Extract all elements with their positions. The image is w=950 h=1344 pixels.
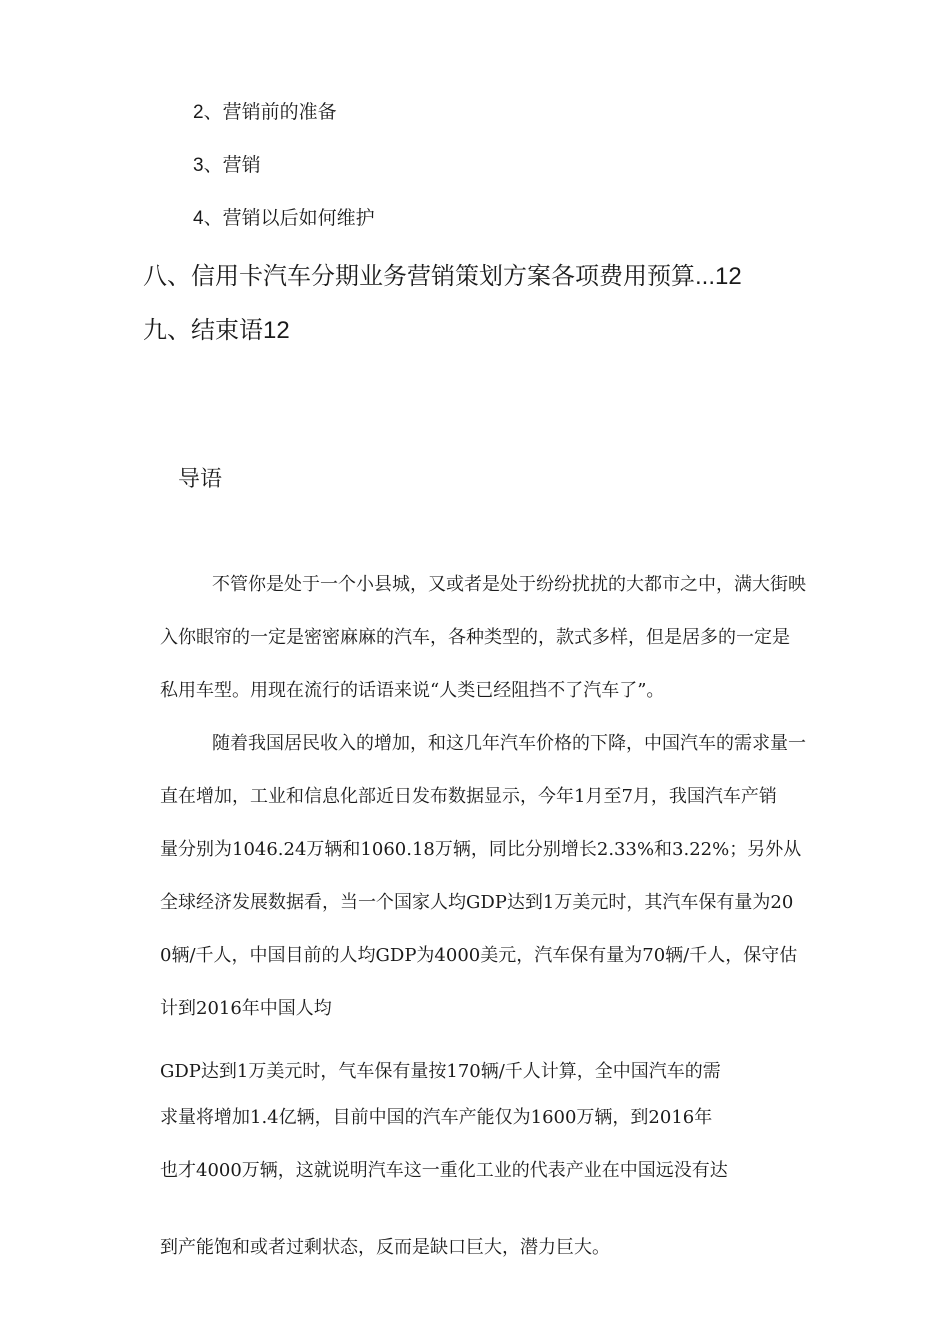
toc-item-3: 3、营销 — [193, 155, 261, 176]
paragraph-3-line: 到产能饱和或者过剩状态，反而是缺口巨大，潜力巨大。 — [160, 1237, 610, 1258]
paragraph-2-line: 0辆/千人，中国目前的人均GDP为4000美元，汽车保有量为70辆/千人，保守估 — [160, 945, 798, 966]
paragraph-2-line: 计到2016年中国人均 — [160, 998, 332, 1019]
toc-item-chapter-9: 九、结束语12 — [143, 317, 290, 344]
paragraph-1-line: 私用车型。用现在流行的话语来说“人类已经阻挡不了汽车了”。 — [160, 680, 665, 701]
paragraph-3-line: GDP达到1万美元时，气车保有量按170辆/千人计算，全中国汽车的需 — [160, 1061, 721, 1082]
paragraph-3-line: 求量将增加1.4亿辆，目前中国的汽车产能仅为1600万辆，到2016年 — [160, 1107, 713, 1128]
toc-item-chapter-8: 八、信用卡汽车分期业务营销策划方案各项费用预算...12 — [143, 263, 742, 290]
paragraph-3-line: 也才4000万辆，这就说明汽车这一重化工业的代表产业在中国远没有达 — [160, 1160, 728, 1181]
paragraph-2-line: 量分别为1046.24万辆和1060.18万辆，同比分别增长2.33%和3.22%；另外从 — [160, 839, 802, 860]
intro-heading: 导语 — [178, 466, 223, 491]
paragraph-2-line: 直在增加，工业和信息化部近日发布数据显示，今年1月至7月，我国汽车产销 — [160, 786, 777, 807]
paragraph-1-line: 不管你是处于一个小县城，又或者是处于纷纷扰扰的大都市之中，满大街映 — [212, 574, 806, 595]
paragraph-2-line: 全球经济发展数据看，当一个国家人均GDP达到1万美元时，其汽车保有量为20 — [160, 892, 794, 913]
toc-item-2: 2、营销前的准备 — [193, 102, 337, 123]
paragraph-2-line: 随着我国居民收入的增加，和这几年汽车价格的下降，中国汽车的需求量一 — [212, 733, 806, 754]
paragraph-1-line: 入你眼帘的一定是密密麻麻的汽车，各种类型的，款式多样，但是居多的一定是 — [160, 627, 790, 648]
toc-item-4: 4、营销以后如何维护 — [193, 208, 375, 229]
